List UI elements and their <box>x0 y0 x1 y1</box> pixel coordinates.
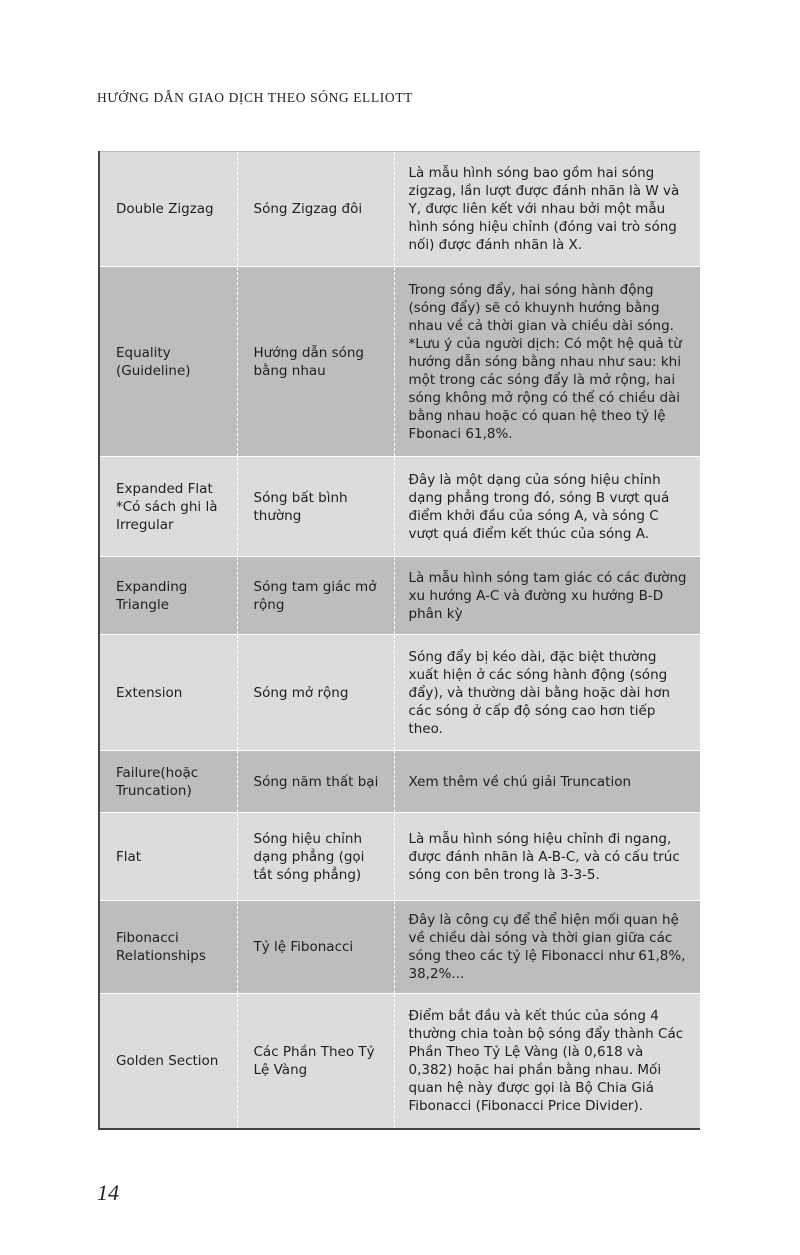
term-cell: Fibonacci Relationships <box>99 901 237 994</box>
page-number: 14 <box>97 1180 119 1205</box>
glossary-table <box>98 151 700 1130</box>
definition-cell: Điểm bắt đầu và kết thúc của sóng 4 thường chia toàn bộ sóng đẩy thành Các Phần Theo Tỷ Lệ Vàng (là 0,618 và 0,382) hoặc hai phần bằng nhau. Mối quan hệ này được gọi là Bộ Chia Giá Fibonacci (Fibonacci Price Divider). <box>394 994 700 1129</box>
term-cell: Expanding Triangle <box>99 557 237 635</box>
running-header: HƯỚNG DẪN GIAO DỊCH THEO SÓNG ELLIOTT <box>97 90 413 105</box>
glossary-row-flat <box>99 813 700 901</box>
definition-cell: Là mẫu hình sóng hiệu chỉnh đi ngang, được đánh nhãn là A-B-C, và có cấu trúc sóng con bên trong là 3-3-5. <box>394 813 700 901</box>
glossary-row-expanded-flat <box>99 457 700 557</box>
definition-cell: Đây là công cụ để thể hiện mối quan hệ về chiều dài sóng và thời gian giữa các sóng theo các tỷ lệ Fibonacci như 61,8%, 38,2%... <box>394 901 700 994</box>
glossary-row-failure <box>99 751 700 813</box>
glossary-row-fibonacci <box>99 901 700 994</box>
glossary-row-extension <box>99 635 700 751</box>
glossary-row-golden-section <box>99 994 700 1129</box>
vietnamese-term-cell: Sóng bất bình thường <box>237 457 394 557</box>
term-cell: Double Zigzag <box>99 152 237 267</box>
definition-cell: Là mẫu hình sóng bao gồm hai sóng zigzag, lần lượt được đánh nhãn là W và Y, được liên kết với nhau bởi một mẫu hình sóng hiệu chỉnh (đóng vai trò sóng nối) được đánh nhãn là X. <box>394 152 700 267</box>
definition-cell: Trong sóng đẩy, hai sóng hành động (sóng đẩy) sẽ có khuynh hướng bằng nhau về cả thời gian và chiều dài sóng. *Lưu ý của người dịch: Có một hệ quả từ hướng dẫn sóng bằng nhau như sau: khi một trong các sóng đẩy là mở rộng, hai sóng không mở rộng có thể có chiều dài bằng nhau hoặc có quan hệ theo tỷ lệ Fbonaci 61,8%. <box>394 267 700 457</box>
term-cell: Failure(hoặc Truncation) <box>99 751 237 813</box>
vietnamese-term-cell: Sóng hiệu chỉnh dạng phẳng (gọi tắt sóng phẳng) <box>237 813 394 901</box>
vietnamese-term-cell: Sóng Zigzag đôi <box>237 152 394 267</box>
term-cell: Extension <box>99 635 237 751</box>
vietnamese-term-cell: Các Phần Theo Tỷ Lệ Vàng <box>237 994 394 1129</box>
term-cell: Equality (Guideline) <box>99 267 237 457</box>
vietnamese-term-cell: Tỷ lệ Fibonacci <box>237 901 394 994</box>
term-cell: Flat <box>99 813 237 901</box>
definition-cell: Sóng đẩy bị kéo dài, đặc biệt thường xuất hiện ở các sóng hành động (sóng đẩy), và thường dài bằng hoặc dài hơn các sóng ở cấp độ sóng cao hơn tiếp theo. <box>394 635 700 751</box>
definition-cell: Là mẫu hình sóng tam giác có các đường xu hướng A-C và đường xu hướng B-D phân kỳ <box>394 557 700 635</box>
glossary-row-equality <box>99 267 700 457</box>
vietnamese-term-cell: Sóng tam giác mở rộng <box>237 557 394 635</box>
vietnamese-term-cell: Sóng mở rộng <box>237 635 394 751</box>
glossary-row-double-zigzag <box>99 152 700 267</box>
glossary-row-expanding-triangle <box>99 557 700 635</box>
definition-cell: Xem thêm về chú giải Truncation <box>394 751 700 813</box>
term-cell: Expanded Flat *Có sách ghi là Irregular <box>99 457 237 557</box>
vietnamese-term-cell: Sóng năm thất bại <box>237 751 394 813</box>
vietnamese-term-cell: Hướng dẫn sóng bằng nhau <box>237 267 394 457</box>
term-cell: Golden Section <box>99 994 237 1129</box>
definition-cell: Đây là một dạng của sóng hiệu chỉnh dạng phẳng trong đó, sóng B vượt quá điểm khởi đầu của sóng A, và sóng C vượt quá điểm kết thúc của sóng A. <box>394 457 700 557</box>
